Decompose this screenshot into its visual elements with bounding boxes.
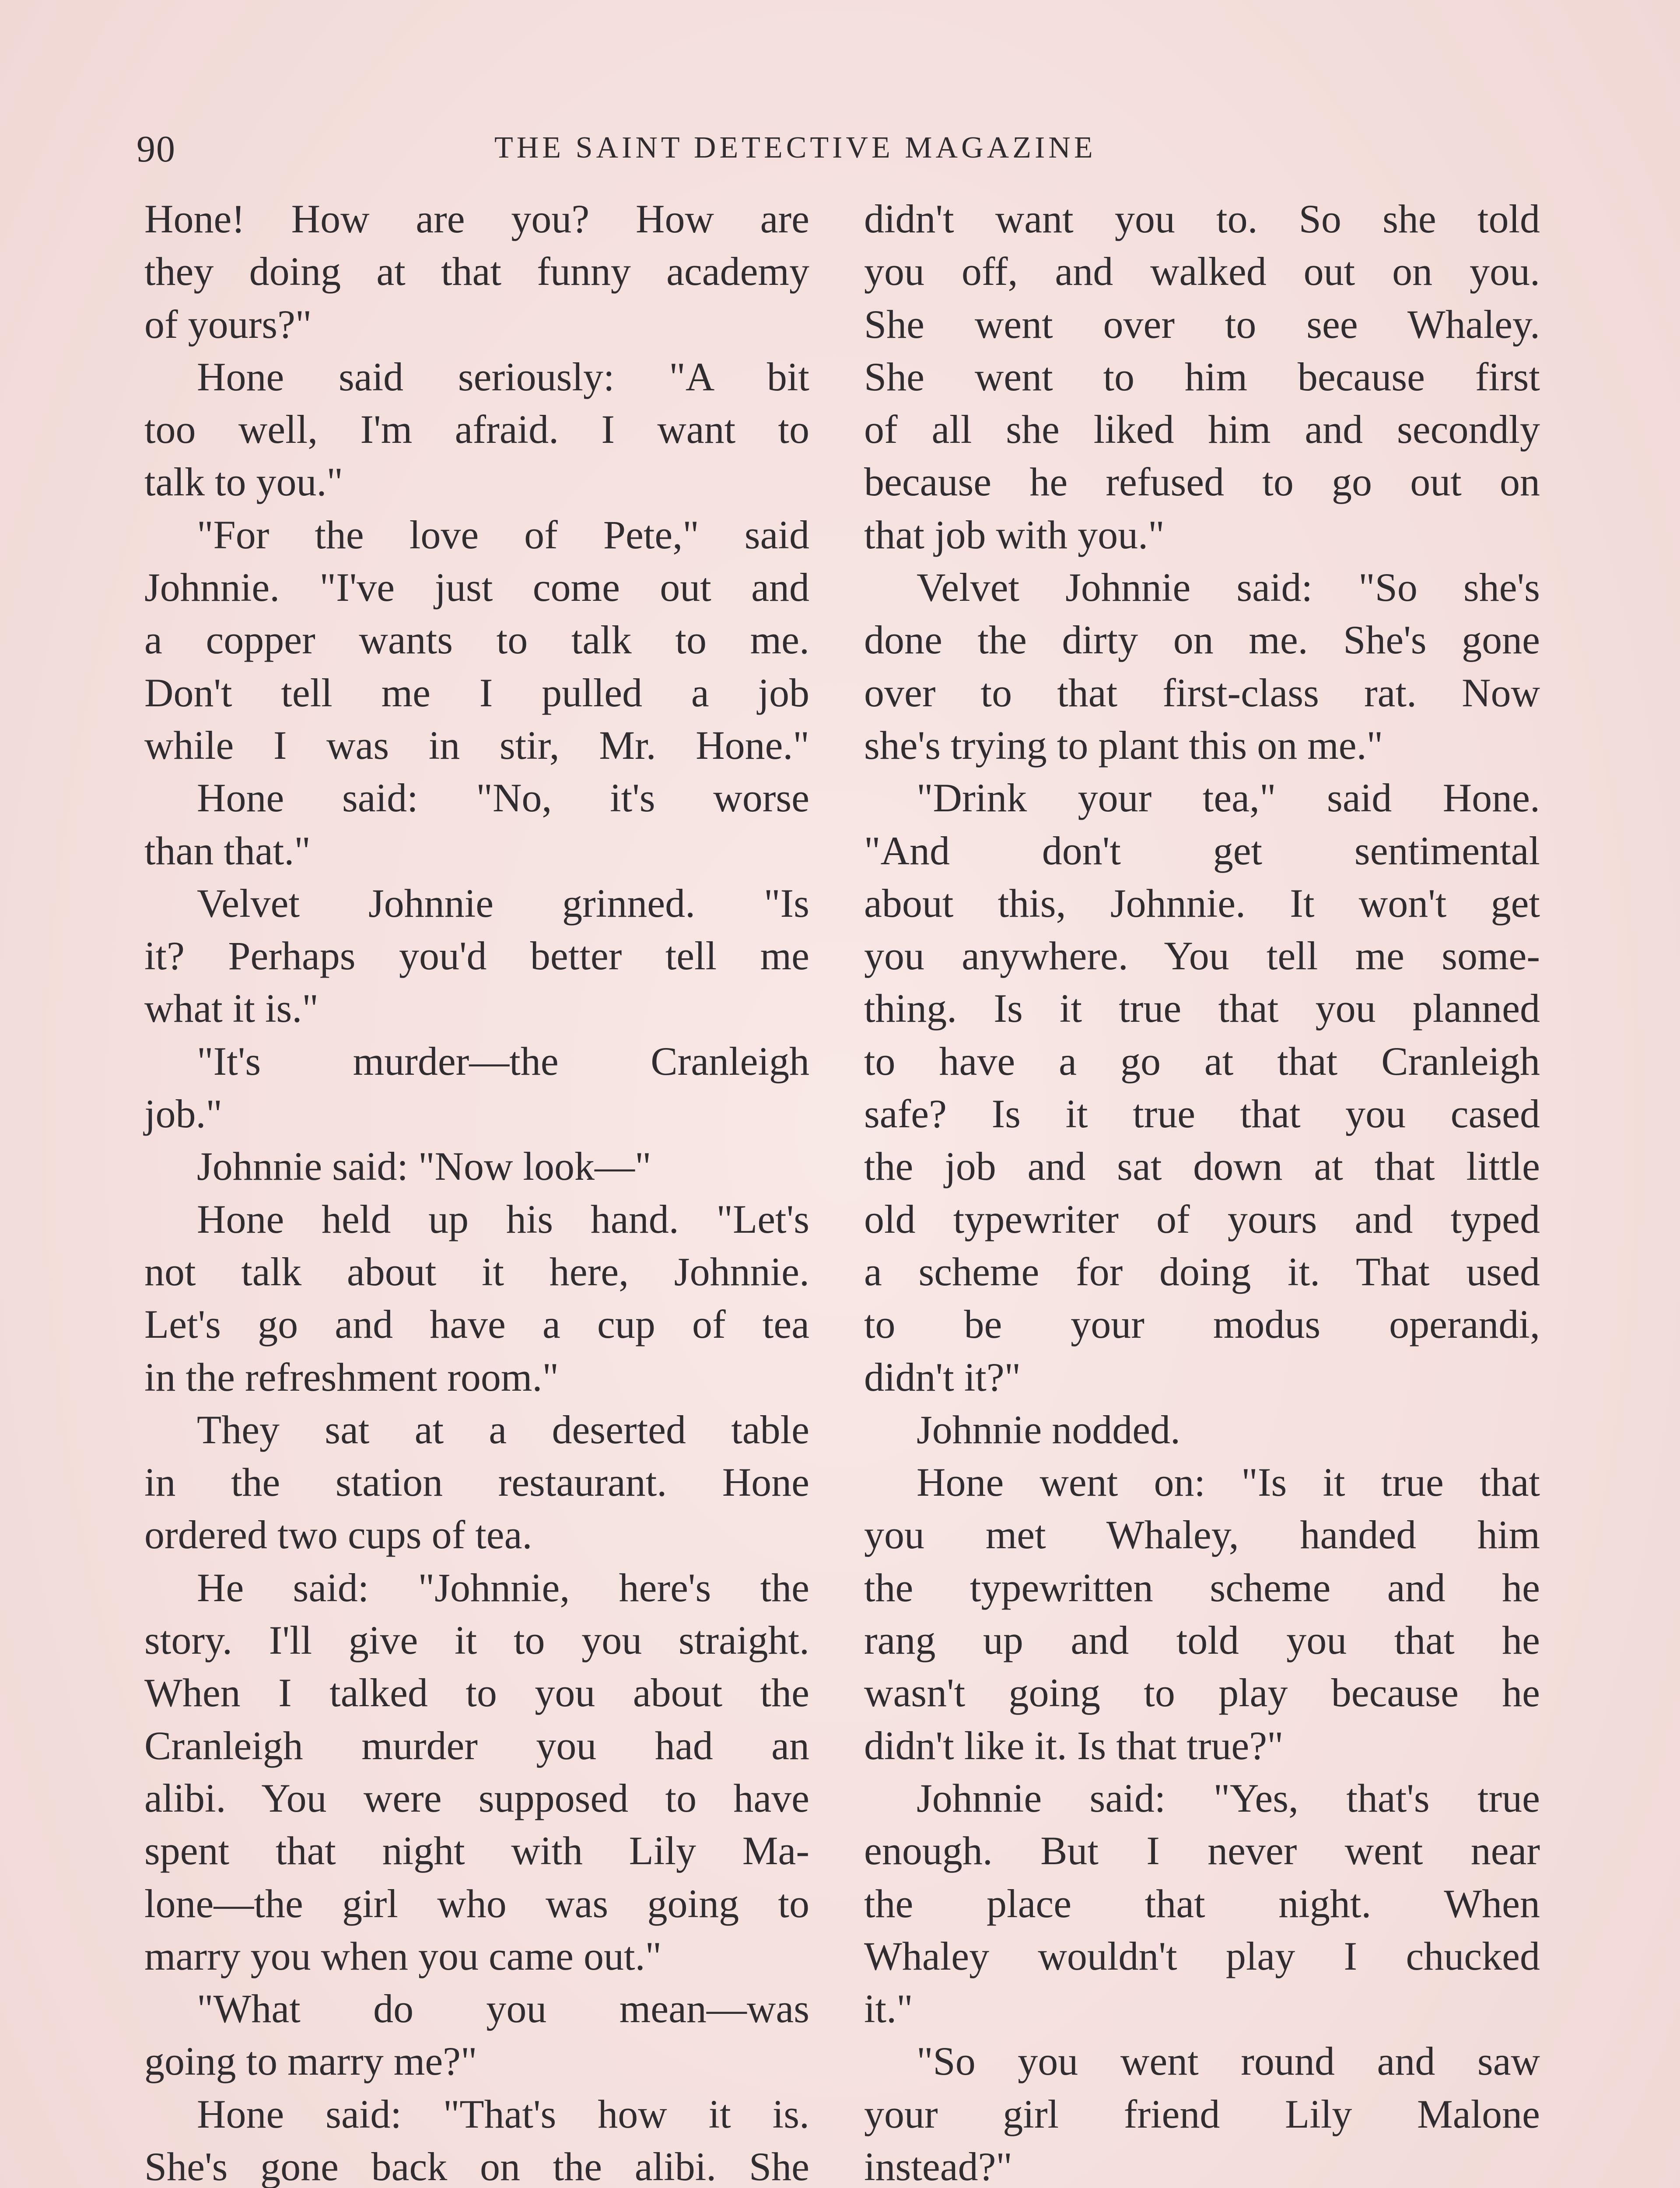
page-header xyxy=(0,118,1680,179)
text-line: job." xyxy=(144,1091,223,1136)
text-line: Don't tell me I pulled a job xyxy=(144,670,809,715)
text-line: it? Perhaps you'd better tell me xyxy=(144,933,809,978)
text-line: thing. Is it true that you planned xyxy=(864,986,1540,1031)
text-line: Johnnie. "I've just come out and xyxy=(144,565,809,610)
text-line: lone—the girl who was going to xyxy=(144,1881,809,1926)
text-line: talk to you." xyxy=(144,459,343,505)
text-line: Velvet Johnnie grinned. "Is xyxy=(197,880,809,926)
text-line: a copper wants to talk to me. xyxy=(144,617,809,663)
text-line: Hone held up his hand. "Let's xyxy=(197,1196,809,1241)
text-line: you off, and walked out on you. xyxy=(864,249,1540,294)
text-line: Velvet Johnnie said: "So she's xyxy=(917,565,1540,610)
text-line: Cranleigh murder you had an xyxy=(144,1723,809,1768)
text-line: while I was in stir, Mr. Hone." xyxy=(144,722,809,768)
text-line: Whaley wouldn't play I chucked xyxy=(864,1933,1540,1978)
text-line: Johnnie said: "Yes, that's true xyxy=(917,1775,1540,1820)
text-line: than that." xyxy=(144,828,311,873)
text-line: too well, I'm afraid. I want to xyxy=(144,407,809,452)
text-line: the place that night. When xyxy=(864,1881,1540,1926)
text-line: "For the love of Pete," said xyxy=(197,512,809,557)
text-line: rang up and told you that he xyxy=(864,1618,1540,1663)
text-line: She went over to see Whaley. xyxy=(864,302,1540,347)
text-line: He said: "Johnnie, here's the xyxy=(197,1565,809,1610)
text-line: you anywhere. You tell me some- xyxy=(864,933,1540,978)
text-line: Johnnie nodded. xyxy=(917,1407,1181,1452)
text-line: spent that night with Lily Ma- xyxy=(144,1828,809,1873)
text-line: She's gone back on the alibi. She xyxy=(144,2144,809,2188)
text-line: over to that first-class rat. Now xyxy=(864,670,1540,715)
text-line: not talk about it here, Johnnie. xyxy=(144,1249,809,1294)
text-line: of all she liked him and secondly xyxy=(864,407,1540,452)
page-number: 90 xyxy=(136,128,176,170)
text-line: story. I'll give it to you straight. xyxy=(144,1618,809,1663)
text-line: about this, Johnnie. It won't get xyxy=(864,880,1540,926)
text-line: a scheme for doing it. That used xyxy=(864,1249,1540,1294)
text-line: to be your modus operandi, xyxy=(864,1302,1540,1347)
text-line: that job with you." xyxy=(864,512,1165,557)
text-line: Johnnie said: "Now look—" xyxy=(197,1144,651,1189)
text-line: in the refreshment room." xyxy=(144,1354,559,1399)
text-line: They sat at a deserted table xyxy=(197,1407,809,1452)
text-line: didn't it?" xyxy=(864,1354,1021,1399)
text-line: alibi. You were supposed to have xyxy=(144,1775,809,1820)
text-line: your girl friend Lily Malone xyxy=(864,2091,1540,2136)
magazine-title: THE SAINT DETECTIVE MAGAZINE xyxy=(494,131,1096,165)
text-line: of yours?" xyxy=(144,302,312,347)
text-line: Hone said seriously: "A bit xyxy=(197,354,809,399)
text-line: you met Whaley, handed him xyxy=(864,1512,1540,1557)
text-line: the job and sat down at that little xyxy=(864,1144,1540,1189)
text-line: She went to him because first xyxy=(864,354,1540,399)
text-line: they doing at that funny academy xyxy=(144,249,809,294)
text-line: "It's murder—the Cranleigh xyxy=(197,1038,809,1083)
text-line: done the dirty on me. She's gone xyxy=(864,617,1540,663)
text-line: she's trying to plant this on me." xyxy=(864,722,1383,768)
text-line: didn't want you to. So she told xyxy=(864,196,1540,241)
text-line: Hone went on: "Is it true that xyxy=(917,1460,1540,1505)
text-line: it." xyxy=(864,1986,913,2031)
text-line: Hone said: "That's how it is. xyxy=(197,2091,809,2136)
right-text-column xyxy=(864,193,1540,2188)
text-line: "What do you mean—was xyxy=(197,1986,809,2031)
text-line: ordered two cups of tea. xyxy=(144,1512,532,1557)
text-line: Hone! How are you? How are xyxy=(144,196,809,241)
left-text-column xyxy=(144,193,809,2188)
text-line: what it is." xyxy=(144,986,318,1031)
text-line: because he refused to go out on xyxy=(864,459,1540,505)
text-line: Hone said: "No, it's worse xyxy=(197,775,809,820)
text-line: enough. But I never went near xyxy=(864,1828,1540,1873)
text-line: "So you went round and saw xyxy=(917,2039,1540,2084)
text-line: safe? Is it true that you cased xyxy=(864,1091,1540,1136)
text-line: in the station restaurant. Hone xyxy=(144,1460,809,1505)
text-line: instead?" xyxy=(864,2144,1012,2188)
text-line: When I talked to you about the xyxy=(144,1670,809,1715)
text-line: old typewriter of yours and typed xyxy=(864,1196,1540,1241)
text-line: Let's go and have a cup of tea xyxy=(144,1302,809,1347)
text-line: "Drink your tea," said Hone. xyxy=(917,775,1540,820)
text-line: marry you when you came out." xyxy=(144,1933,662,1978)
text-line: didn't like it. Is that true?" xyxy=(864,1723,1284,1768)
text-line: to have a go at that Cranleigh xyxy=(864,1038,1540,1083)
text-line: "And don't get sentimental xyxy=(864,828,1540,873)
text-line: the typewritten scheme and he xyxy=(864,1565,1540,1610)
text-line: going to marry me?" xyxy=(144,2039,477,2084)
text-line: wasn't going to play because he xyxy=(864,1670,1540,1715)
